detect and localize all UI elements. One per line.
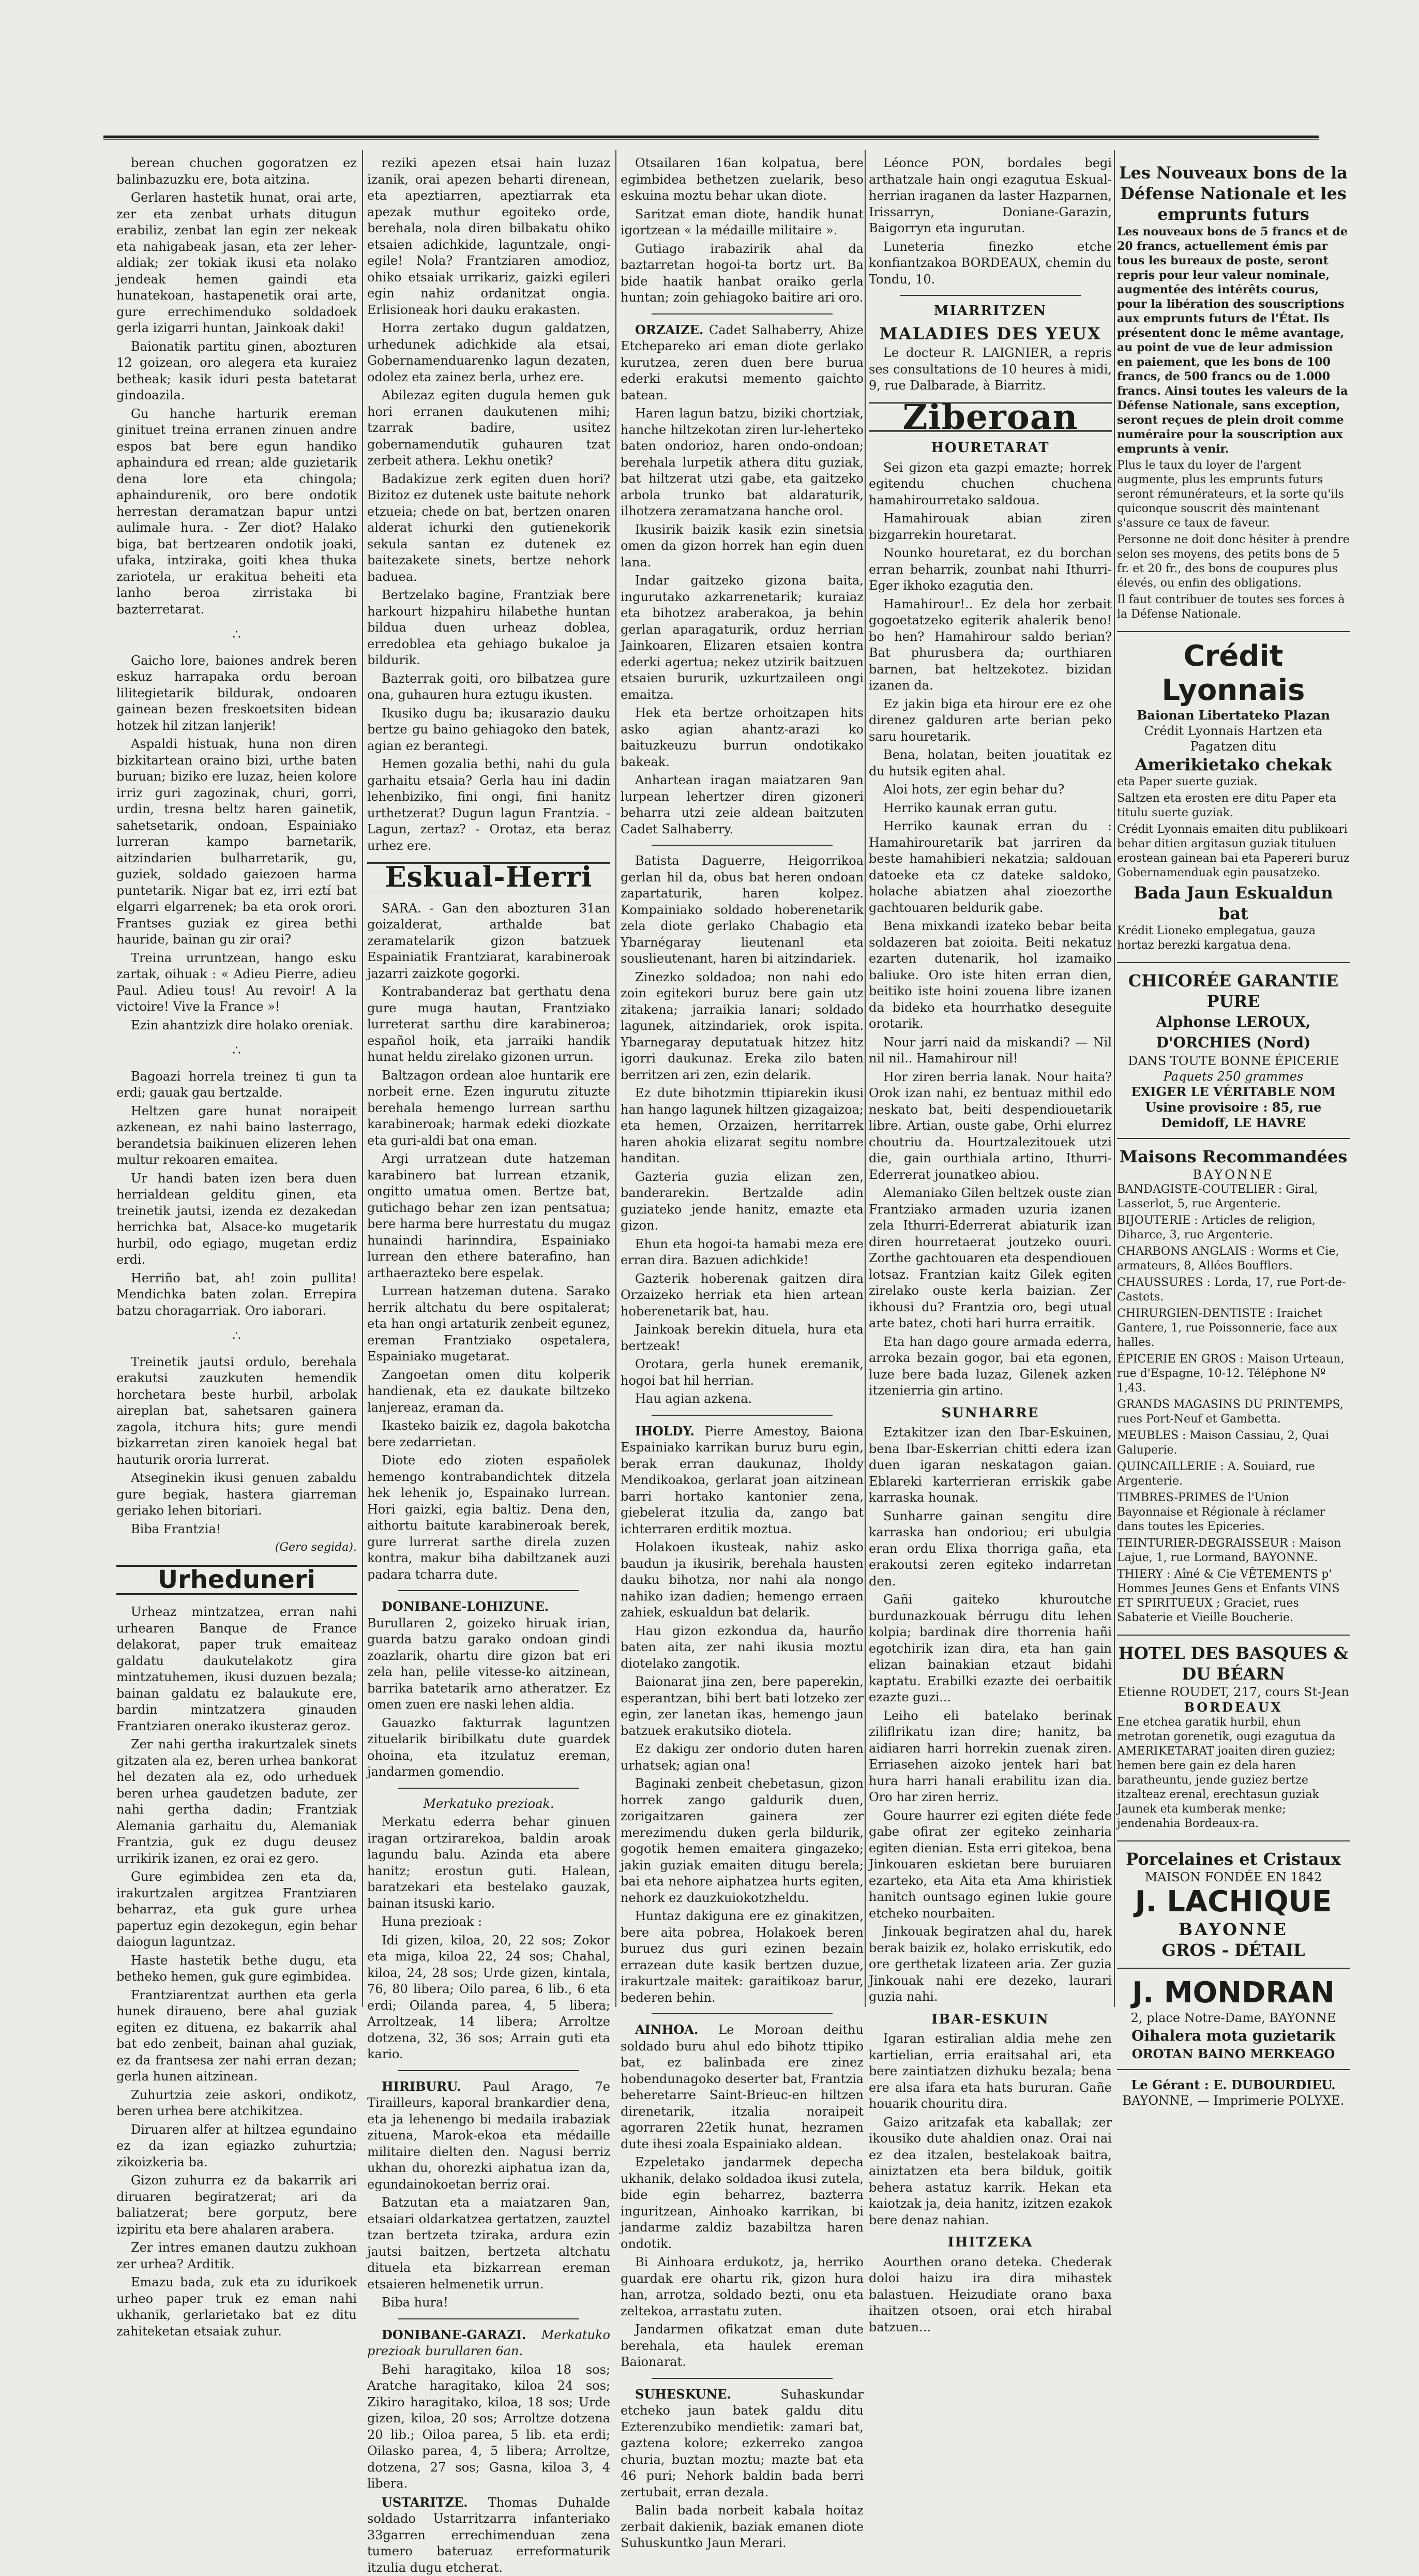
divider — [398, 2070, 579, 2071]
column-divider — [615, 150, 616, 2007]
paragraph: Bena mixkandi izateko bebar beita soldazeren bat zoioita. Beiti nekatuz ezarten dutenarik, hol izamaiko baliuke. Oro iste hiten erran dien, beitiko iste hoini zouena libre izanen da bideko eta hourrhatko deseguite orotarik. — [869, 919, 1112, 1031]
paragraph: Bazterrak goiti, oro bilbatzea gure ona, guhauren hura eztugu ikusten. — [367, 671, 610, 702]
paragraph: Idi gizen, kiloa, 20, 22 sos; Zokor eta miga, kiloa 22, 24 sos; Chahal, kiloa, 24, 28 sos; Urde gizen, kintala, 76, 80 libera; Oilo parea, 6 lib., 6 eta erdi; Oilanda parea, 4, 5 libera; Arroltzeak, 14 libera; Arroltze dotzena, 32, 36 sos; Arrain guti eta kario. — [367, 1933, 610, 2061]
paragraph: Nounko houretarat, ez du borchan erran beharrik, zounbat nahi Ithurri-Eger ikhoko ezagutia den. — [869, 546, 1112, 593]
top-rule — [103, 136, 1319, 140]
dateline: AINHOA. — [635, 2022, 699, 2037]
list-item: BANDAGISTE-COUTELIER : Giral, Lasserlot, 5, rue Argenterie. — [1117, 1183, 1318, 1210]
paragraph: Gaicho lore, baiones andrek beren eskuz harrapaka ordu beroan lilitegietarik bildurak, ondoaren gainean bezen freskoetsiten bidean hotzek hil zitzan lanjerik! — [116, 653, 357, 733]
paragraph: Atseginekin ikusi genuen zabaldu gure begiak, hastera giarreman geriako lehen bitoriari. — [116, 1471, 357, 1518]
advert-text: Les nouveaux bons de 5 francs et de 20 francs, actuellement émis par tous les bureaux de poste, seront repris pour leur valeur nominale, augmentée des intérêts courus, pour la libération des souscriptions aux emprunts futurs de l'État. Ils présentent donc le même avantage, au point de vue de leur admission en paiement, que les bons de 100 francs, de 500 francs ou de 1.000 francs. Ainsi toutes les valeurs de la Défense Nationale, sans exception, seront reçues de plein droit comme numéraire pour la souscription aux emprunts à venir. — [1117, 225, 1348, 456]
paragraph: Gerlaren hastetik hunat, orai arte, zer eta zenbat urhats ditugun erabiliz, zenbat lan egin zer nekeak eta nahigabeak jasan, eta zer leher-aldiak; zer tokiak ikusi eta nolako jendeak hemen gaindi eta hunatekoan, hastapenetik orai arte, gure errechimenduko soldadoek gerla izigarri huntan, Jainkoak daki! — [116, 190, 357, 335]
divider — [398, 1590, 579, 1591]
column-3 — [621, 155, 864, 2550]
column-4 — [869, 155, 1112, 2334]
advert-subtitle: Baionan Libertateko Plazan — [1137, 708, 1330, 723]
advert-text: Le docteur R. LAIGNIER, a repris ses consultations de 10 heures à midi, 9, rue Dalbarade, à Biarritz. — [869, 346, 1112, 393]
paragraph: Zinezko soldadoa; non nahi edo zoin egitekori buruz bere gain utz zitakena; jarraikia lanari; soldado lagunek, aitzindariek, orok ispita. Ybarnegaray deputatuak hitzez hitz igorri daukunaz. Ereka zilo baten berritzen ari zen, ezin delarik. — [621, 969, 864, 1082]
paragraph: Badakizue zerk egiten duen hori? Bizitoz ez dutenek uste baitute nehork etzueia; chede on bat, bertzen onaren alderat ichurki den gutienekorik sekula santan ez dutenek ez baitezakete sinets, bertze nehork baduea. — [367, 471, 610, 584]
paragraph: Anhartean iragan maiatzaren 9an lurpean lehertzer diren gizoneri beharra utzi zeie aldean baitzuten Cadet Salhaberry. — [621, 773, 864, 836]
divider — [652, 313, 833, 314]
paragraph: Jandarmen ofikatzat eman dute berehala, eta haulek ereman Baionarat. — [621, 2322, 864, 2369]
paragraph: Hau agian azkena. — [635, 1391, 752, 1406]
paragraph: Thomas Duhalde soldado Ustarritzarra infanteriako 33garren errechimenduan zena tumero bateruaz erreformaturik itzulia dugu etcherat. — [367, 2495, 610, 2575]
paragraph: Alemaniako Gilen beltzek ouste zian Frantziako armaden uzuria izanen zela Ithurri-Ederrerat abiaturik izan diren hourretaerat joutzeko ouuri. Zorthe gachtouaren eta despendiouen lotsaz. Frantzian kaitz Gilek egiten zirelako ouste kerla baizian. Zer ikhousi du? Frantzia oro, begi utual arte batez, choti hari hurra erraitik. — [869, 1186, 1112, 1330]
paragraph: Bertzelako bagine, Frantziak bere harkourt hizpahiru hilabethe huntan bildua duen urheaz doblea, erredoblea eta gehiago bukaloe ja bildurik. — [367, 588, 610, 667]
paragraph: Gizon zuhurra ez da bakarrik ari diruaren begiratzerat; ari da baliatzerat; bere gorputz, bere izpiritu eta bere ahalaren arabera. — [116, 2173, 357, 2237]
subheading: SUNHARRE — [941, 1405, 1039, 1421]
advert-heading: Bada Jaun Eskualdun bat — [1134, 883, 1333, 923]
advert-text: eta Paper suerte guziak. — [1117, 775, 1258, 788]
paragraph: Argi urratzean dute hatzeman karabinero bat lurrean etzanik, ongitto umatua omen. Bertze bat, gutichago behar zen izan pentsatua; bere harma bere hurrestatu du mugaz hunaindi harinndira, Espainiako lurrean den ethere baterafino, han arthaerazteko bere espelak. — [367, 1151, 610, 1280]
divider — [652, 845, 833, 846]
paragraph: Baionarat jina zen, bere paperekin, esperantzan, bihi bert bati lotzeko zer egin, zer lanetan ikas, hemengo jaun batzuek erakutsiko diotela. — [621, 1674, 864, 1738]
advert-credit-lyonnais — [1117, 632, 1350, 963]
advert-title: HOTEL DES BASQUES & DU BÉARN — [1118, 1643, 1349, 1684]
paragraph: Horra zertako dugun galdatzen, urhedunek adichkide ala etsai, Gobernamenduarenko lagun dezaten, odolez eta zainez berla, urhez ere. — [367, 321, 610, 384]
paragraph: Saritzat eman diote, handik hunat igortzean « la médaille militaire ». — [621, 206, 864, 237]
paragraph: Baionatik partitu ginen, abozturen 12 goizean, oro alegera eta kuraiez betheak; kasik iduri pesta batetarat gindoazila. — [116, 339, 357, 402]
advert-text: Personne ne doit donc hésiter à prendre selon ses moyens, des petits bons de 5 fr. et 20 fr., des bons de coupures plus élevés, ou enfin des obligations. — [1117, 533, 1350, 590]
paragraph: Zer intres emanen dautzu zukhoan zer urhea? Arditik. — [116, 2240, 357, 2271]
advert-title: MALADIES DES YEUX — [879, 323, 1101, 343]
column-divider — [1114, 150, 1115, 2007]
divider — [900, 295, 1081, 296]
list-item: MEUBLES : Maison Cassiau, 2, Quai Galuperie. — [1117, 1429, 1329, 1457]
separator-stars: ∴ — [232, 1328, 241, 1344]
paragraph: Ikusirik baizik kasik ezin sinetsia omen da gizon horrek han egin duen lana. — [621, 522, 864, 570]
advert-subtitle: Crédit Lyonnais Hartzen eta Pagatzen ditu — [1144, 724, 1323, 754]
paragraph: Igaran estiralian aldia mehe zen kartielian, erria eraitsahal ari, eta bere zaintiatzen dizhuku bezala; bena ere alsa ifara eta hats bururan. Gañe houarik chouritu dira. — [869, 2031, 1112, 2111]
paragraph: Urheaz mintzatzea, erran nahi urhearen Banque de France delakorat, paper truk emaiteaz galdatu daukutelakotz gira mintzatuhemen, ikusi duzuen bezala; bainan galdatu ez balaukute ere, bardin mintzatzera ginauden Frantziaren onerako ikusteraz geroz. — [116, 1605, 357, 1733]
paragraph: Merkatu ederra behar ginuen iragan ortzirarekoa, baldin aroak lagundu balu. Azinda eta abere hanitz; erostun guti. Halean, baratzekari eta bestelako gauzak, bainan itsuski kario. — [367, 1815, 610, 1911]
dateline: HIRIBURU. — [382, 2078, 461, 2094]
advert-title: CHICORÉE GARANTIE PURE — [1128, 971, 1339, 1011]
advert-city: BAYONNE — [1179, 1920, 1288, 1939]
advert-subtitle: Etienne ROUDET, 217, cours St-Jean — [1118, 1685, 1349, 1699]
paragraph: Bagoazi horrela treinez ti gun ta erdi; gauak gau bertzalde. — [116, 1069, 357, 1100]
paragraph: Hau gizon ezkondua da, haurño baten aita, zer nahi ikusia moztu diotelako zangotik. — [621, 1623, 864, 1671]
paragraph: Batista Daguerre, Heigorrikoa gerlan hil da, obus bat heren ondoan zapartaturik, haren kolpez. Kompainiako soldado hoberenetarik zela diote gerlako Chabagio eta Ybarnégaray lieutenanl eta souslieutenant, haren bi aitzindariek. — [621, 853, 864, 966]
advert-city: BORDEAUX — [1184, 1700, 1283, 1715]
advert-text: Krédit Lioneko emplegatua, gauza hortaz berezki kargatua dena. — [1117, 924, 1316, 952]
list-item: TIMBRES-PRIMES de l'Union Bayonnaise et Régionale à réclamer dans toutes les Epiceries. — [1117, 1491, 1325, 1533]
paragraph: Gazteria guzia elizan zen, banderarekin. Bertzalde adin guziateko jende hanitz, emazte eta gizon. — [621, 1169, 864, 1233]
paragraph: Haren lagun batzu, biziki chortziak, hanche hiltzekotan ziren lur-leherteko baten ondorioz, haren ondo-ondoan; berehala lurpetik athera ditu guziak, bat hiltzerat utzi gabe, eta gaitzeko arbola trunko bat aldaraturik, ilhotzera zeramatzana hanche orol. — [621, 406, 864, 518]
paragraph: Aloi hots, zer egin behar du? — [883, 782, 1065, 797]
paragraph: Haste hastetik bethe dugu, eta betheko hemen, guk gure egimbidea. — [116, 1953, 357, 1984]
advert-lachique — [1117, 1841, 1350, 1969]
advert-title: Les Nouveaux bons de la Défense Nationale et les emprunts futurs — [1119, 163, 1348, 224]
advert-city: BAYONNE — [1192, 1167, 1274, 1182]
advert-maisons-recommandees — [1117, 1139, 1350, 1636]
subheading: HOURETARAT — [931, 440, 1050, 456]
list-item: GRANDS MAGASINS DU PRINTEMPS, rues Port-Neuf et Gambetta. — [1117, 1398, 1343, 1426]
dateline: IHOLDY. — [635, 1423, 695, 1439]
paragraph: Pierre Amestoy, Baiona Espainiako karrikan buruz buru egin, berak erran daukunaz, Iholdy Mendikoakoa, gerlarat joan aitzinean barri hortako kantonier zena, giebelerat itzulia da, zango bat ichterraren erditik moztua. — [621, 1424, 864, 1536]
article-heading: Urheduneri — [116, 1565, 357, 1595]
advert-text: Plus le taux du loyer de l'argent augmente, plus les emprunts futurs seront rémunérateurs, et la sorte qu'ils quiconque souscrit dès maintenant s'assure ce taux de faveur. — [1117, 459, 1344, 530]
publisher-line: Le Gérant : E. DUBOURDIEU. — [1131, 2077, 1336, 2092]
advert-text: EXIGER LE VÉRITABLE NOM — [1131, 1084, 1336, 1099]
paragraph: Gu hanche harturik ereman ginituet treina erranen zinuen andre espos bat bere egun handiko aphaindura ed rrean; alde guzietarik dena lore eta chingola; aphaindurenik, oro bere ondotik herrestan deramatzan bapur untzi aulimale hura. - Zer diot? Halako biga, bat bertzearen ondotik joaki, ufaka, intziraka, goiti khea thuka zariotela, ur erakitua beheiti eta lanho beroa zirristaka bi bazterretarat. — [116, 406, 357, 617]
column-divider — [865, 150, 866, 2007]
list-item: THIERY : Aîné & Cie VÊTEMENTS p' Hommes Jeunes Gens et Enfants VINS ET SPIRITUEUX ; Graciet, rues Sabaterie et Vieille Boucherie. — [1117, 1568, 1340, 1624]
paragraph: Balin bada norbeit kabala hoitaz zerbait dakienik, baziak emanen diote Suhuskuntko Jaun Merari. — [621, 2503, 864, 2550]
paragraph: Cadet Salhaberry, Ahize Etchepareko ari eman diote gerlako kurutzea, zeren duen bere burua ederki erakutsi memento gaichto batean. — [621, 322, 864, 402]
advert-title: Maisons Recommandées — [1119, 1147, 1348, 1166]
paragraph: Kontrabanderaz bat gerthatu dena gure muga hautan, Frantziako lurreterat sarthu dire karabineroa; español hoik, eta jarraiki handik hunat heldu zirelako gizonen urrun. — [367, 984, 610, 1064]
column-5-ads — [1117, 155, 1350, 2108]
dateline: ORZAIZE. — [635, 322, 704, 337]
paragraph: Gure egimbidea zen eta da, irakurtzalen argitzea Frantziaren beharraz, eta guk gure urhea papertuz egin dezokegun, egin behar daiogun laguntzaz. — [116, 1869, 357, 1949]
signature: (Gero segida). — [275, 1541, 357, 1554]
list-item: QUINCAILLERIE : A. Souiard, rue Argenterie. — [1117, 1460, 1315, 1488]
advert-text: Crédit Lyonnais emaiten ditu publikoari behar ditien argitasun guziak tituluen erostean gainean bai eta Papereri buruz Gobernamenduak egin pausatzeko. — [1117, 823, 1350, 879]
imprint — [1117, 2070, 1350, 2116]
paragraph: Leiho eli batelako berinak ziliflrikatu izan dire; hanitz, ba aidiaren harri horrekin zuenak ziren. Erriasehen aizoko jentek hari bat hura harri hanali erabilitu izan dia. Oro har ziren herriz. — [869, 1708, 1112, 1804]
advert-address: 2, place Notre-Dame, BAYONNE — [1130, 2011, 1336, 2025]
list-item: TEINTURIER-DEGRAISSEUR : Maison Lajue, 1, rue Lormand, BAYONNE. — [1117, 1537, 1341, 1564]
paragraph: Herriño bat, ah! zoin pullita! Mendichka baten zolan. Errepira batzu choragarriak. Oro iaborari. — [116, 1270, 357, 1318]
paragraph: Ikusiko dugu ba; ikusarazio dauku bertze gu baino gehiagoko den batek, agian ez berantegi. — [367, 706, 610, 753]
advert-text: DANS TOUTE BONNE ÉPICERIE — [1128, 1054, 1339, 1068]
paragraph: Herriko kaunak erran gutu. — [883, 800, 1058, 815]
list-item: BIJOUTERIE : Articles de religion, Diharce, 3, rue Argenterie. — [1117, 1214, 1316, 1241]
advert-text: OROTAN BAINO MERKEAGO — [1131, 2046, 1335, 2061]
paragraph: reziki apezen etsai hain luzaz izanik, orai apezen beharti direnean, eta apeztiarren, apeztiarrak eta apezak muthur egoiteko orde, berehala, nola diren bilbakatu ohiko etsaien adichkide, laguntzale, ongi-egile! Nola? Frantziaren amodioz, ohiko etsaiak urrikariz, gaizki egileri egin nahiz ordanitzat ongia. Erlisioneak hori dauku erakasten. — [367, 156, 610, 317]
section-heading: Ziberoan — [869, 402, 1112, 432]
paragraph: Jainkoak berekin dituela, hura eta bertzeak! — [621, 1322, 864, 1353]
paragraph: Gazterik hoberenak gaitzen dira Orzaizeko herriak eta hien artean hoberenetarik bat, hau. — [621, 1271, 864, 1319]
paragraph: Zangoetan omen ditu kolperik handienak, eta ez daukate biltzeko lanjereaz, eraman da. — [367, 1367, 610, 1415]
list-item: ÉPICERIE EN GROS : Maison Urteaun, rue d'Espagne, 10-12. Téléphone Nº 1,43. — [1117, 1353, 1345, 1395]
paragraph: Huna prezioak : — [382, 1914, 482, 1929]
paragraph: Zer nahi gertha irakurtzalek sinets gitzaten ala ez, beren urhea bankorat hel dezaten ala ez, odo urheduek beren urhea gaudetzen badute, zer nahi gertha dadin; Frantziak Alemania garhaitu du, Alemaniak Frantzia, guk ez dugu deusez urrikirik izanen, ez orai ez gero. — [116, 1737, 357, 1866]
advert-text: Usine provisoire : 85, rue Demidoff, LE HAVRE — [1145, 1100, 1322, 1130]
paragraph: Ez jakin biga eta hirour ere ez ohe direnez galduren arte berian peko saru houretarik. — [869, 696, 1112, 744]
paragraph: Treinetik jautsi ordulo, berehala erakutsi zauzkuten hemendik horchetara beste hurbil, arbolak aireplan bat, sahetsaren gainera zagola, itchura hits; gure mendi bizkarretan ziren kanoiek hegal bat hauturik ororia lurrerat. — [116, 1354, 357, 1467]
advert-title: Porcelaines et Cristaux — [1126, 1849, 1341, 1869]
list-item: CHAUSSURES : Lorda, 17, rue Port-de-Castets. — [1117, 1276, 1346, 1304]
paragraph: SARA. - Gan den abozturen 31an goizalderat, arthalde bat zeramatelarik gizon batzuek Espainiatik Frantziarat, karabineroak jazarri zaizkote gogorki. — [367, 901, 610, 981]
paragraph: Nour jarri naid da miskandi? — Nil nil nil.. Hamahirour nil! — [869, 1035, 1112, 1066]
paragraph: Sunharre gainan sengitu dire karraska han ondoriou; eri ubulgia eran ordu Elixa thorriga gaña, eta erakoutsi zeren egiteko indarretan den. — [869, 1508, 1112, 1589]
paragraph: Ezpeletako jandarmek depecha ukhanik, delako soldadoa ikusi zutela, bide egin beharrez, bazterra inguritzean, Ainhoako karrikan, bi jandarme zaldiz bazabiltza haren ondotik. — [621, 2155, 864, 2251]
paragraph: Frantziarentzat aurthen eta gerla hunek diraueno, bere ahal guziak egiten ez dituena, ez bakarrik ahal bat edo zenbeit, bainan ahal guziak, ez da frantsesa zer nahi erran dezan; gerla hunen aitzinean. — [116, 1987, 357, 2084]
advert-city: MIARRITZEN — [933, 303, 1047, 319]
subheading: Merkatuko prezioak. — [423, 1796, 554, 1811]
paragraph: Diruaren alfer at hiltzea egundaino ez da izan egiazko zuhurtzia; zikoizkeria ba. — [116, 2122, 357, 2169]
printer-line: BAYONNE, — Imprimerie POLYXE. — [1122, 2093, 1345, 2108]
advert-text: Paquets 250 grammes — [1163, 1069, 1304, 1084]
divider — [398, 1788, 579, 1789]
dateline: DONIBANE-LOHIZUNE. — [382, 1599, 549, 1614]
paragraph: Abilezaz egiten dugula hemen guk hori erranen daukutenen mihi; tzarrak badire, usitez gobernamendutik guhauren tzat zerbeit athera. Lekhu onetik? — [367, 388, 610, 468]
paragraph: Orotara, gerla hunek eremanik, hogoi bat hil herrian. — [621, 1357, 864, 1388]
paragraph: Bi Ainhoara erdukotz, ja, herriko guardak ere ohartu rik, gizon hura han, arrotza, soldado bezti, onu eta zeltekoa, arrastatu zuten. — [621, 2255, 864, 2318]
advert-name: J. MONDRAN — [1132, 1976, 1335, 2010]
subheading: IBAR-ESKUIN — [931, 2011, 1049, 2027]
paragraph: Diote edo zioten españolek hemengo kontrabandichtek ditzela hek lehenik jo, Espainako lurrean. Hori gaizki, egia baltiz. Dena den, aithortu baitute karabineroak berek, gure lurrerat sarthe direla zuzen kontra, makur biha dabiltzanek auzi padara tcharra dute. — [367, 1453, 610, 1582]
paragraph: Herriko kaunak erran du : Hamahirouretarik bat jarriren da beste hamahibieri nekatzia; saldouan datoeke eta cz dateke saldoko, holache abiatzen ahal zioezorthe gachtouaren beldurik gabe. — [869, 819, 1112, 915]
paragraph: Lurrean hatzeman dutena. Sarako herrik altchatu du bere ospitalerat; eta han ongi artaturik zenbeit egunez, ereman Frantziako ospetalera, Espainiako mugetarat. — [367, 1284, 610, 1364]
section-heading: Eskual-Herri — [367, 862, 610, 892]
advert-tagline: GROS - DÉTAIL — [1161, 1940, 1305, 1960]
paragraph: Ikasteko baizik ez, dagola bakotcha bere zedarrietan. — [367, 1418, 610, 1449]
paragraph: Biba hura! — [382, 2295, 448, 2310]
paragraph: Baltzagon ordean aloe huntarik ere norbeit erne. Ezen ingurutu zituzte berehala hemengo lurrean sarthu karabineroak; harmak edeki diozkate eta guri-aldi bat ona eman. — [367, 1068, 610, 1148]
advert-text: Ene etchea garatik hurbil, ehun metrotan gorenetik, ougi ezagutua da AMERIKETARAT joaiten diren guziez; hemen bere gain ez dela haren baratheuntu, jende guziez bertze itzalteaz erenal, erechtasun guziak Jaunek eta kumberak menke; jendenahia Bordeaux-ra. — [1117, 1716, 1336, 1830]
paragraph: Merkatuko prezioak burullaren 6an. — [367, 2327, 610, 2358]
paragraph: Ehun eta hogoi-ta hamabi meza ere erran dira. Bazuen adichkide! — [621, 1236, 864, 1267]
dateline: SUHESKUNE. — [635, 2386, 732, 2402]
advert-title: Crédit Lyonnais — [1161, 639, 1305, 707]
paragraph: Hor ziren berria lanak. Nour haita? Orok izan nahi, ez bentuaz mithil edo neskato bat, beiti despendiouetarik libre. Artian, ouste gabe, Orhi elurrez choutriu da. Hourtzalezitouek utzi die, gain ourthiala artino, Ithurri-Ederrerat jounatkeo abiou. — [869, 1069, 1112, 1182]
divider — [652, 2013, 833, 2014]
paragraph: Ezin ahantzizk dire holako oreniak. — [131, 1017, 353, 1032]
separator-stars: ∴ — [232, 627, 241, 642]
paragraph: Holakoen ikusteak, nahiz asko baudun ja ikusirik, berehala hausten dauku bihotza, nor nahi ala nongo nahiko izan dadien; hemengo erraen zahiek, eskualdun bat delarik. — [621, 1540, 864, 1620]
paragraph: Gutiago irabazirik ahal da baztarretan hogoi-ta bortz urt. Ba bide haatik hanbat oraiko gerla huntan; zoin gehiagoko baitire ari oro. — [621, 241, 864, 305]
paragraph: Hemen gozalia bethi, nahi du gula garhaitu etsaia? Gerla hau ini dadin lehenbiziko, fini ongi, fini hanitz urthetzerat? Dugun lagun Frantzia. - Lagun, zertaz? - Orotaz, eta beraz urhez ere. — [367, 757, 610, 853]
paragraph: Behi haragitako, kiloa 18 sos; Aratche haragitako, kiloa 24 sos; Zikiro haragitako, kiloa, 18 sos; Urde gizen, kiloa, 20 sos; Arroltze dotzena 20 lib.; Oiloa parea, 5 lib. eta erdi; Oilasko parea, 4, 5 libera; Arroltze, dotzena, 27 sos; Gasna, kiloa 3, 4 libera. — [367, 2362, 610, 2491]
paragraph: Ur handi baten izen bera duen herrialdean gelditu ginen, eta treinetik jautsi, izenda ez dezakedan herrichka bat, Alsace-ko mugetarik hurbil, odo egiago, mugetan erdiz erdi. — [116, 1171, 357, 1267]
paragraph: Eta han dago goure armada ederra, arroka bezain gogor, bai eta egonen, luze bere bada luzaz, Gilenek azken itzenierria gin artino. — [869, 1334, 1112, 1398]
paragraph: Indar gaitzeko gizona baita, ingurutako azkarrenetarik; kuraiaz eta bihotzez araberakoa, ja behin gerlan aparagaturik, orduz herrian Jainkoaren, Elizaren etsaien kontra ederki agertua; nekez utzirik baitzuen etsaien bururik, uzkurtzaileen ongi emaitza. — [621, 573, 864, 702]
divider — [398, 2318, 579, 2319]
paragraph: Gauazko fakturrak laguntzen zituelarik biribilkatu dute guardek ohoina, eta itzulatuz ereman, jandarmen gomendio. — [367, 1715, 610, 1779]
paragraph: Emazu bada, zuk eta zu idurikoek urheo paper truk ez eman nahi ukhanik, gerlarietako bat ez ditu zahiteketan etsaiak zuhur. — [116, 2275, 357, 2339]
advert-subtitle: Alphonse LEROUX, D'ORCHIES (Nord) — [1156, 1013, 1311, 1051]
paragraph: Burullaren 2, goizeko hiruak irian, guarda batzu garako ondoan gindi zoazlarik, ohartu dire gizon bat eri zela han, pelile vitesse-ko aitzinean, barrika batetarik arno atheratzer. Ez omen zuen ere naski lehen aldia. — [367, 1615, 610, 1712]
subheading: IHITZEKA — [947, 2235, 1033, 2250]
divider — [652, 2378, 833, 2379]
column-1 — [116, 155, 357, 2339]
advert-text: Oihalera mota guzietarik — [1131, 2027, 1335, 2044]
paragraph: Hek eta bertze orhoitzapen hits asko agian ahantz-arazi ko baituzkeuzu burrun ondotikako bakeak. — [621, 706, 864, 769]
paragraph: Batzutan eta a maiatzaren 9an, etsaiari oldarkatzea gertatzen, zauztel tzan bertzeta tziraka, ardura ezin jautsi baitzen, bertzeta altchatu dituela eta bizkarrean ereman etsaieren helmenetik urrun. — [367, 2195, 610, 2292]
paragraph: Sei gizon eta gazpi emazte; horrek egitendu chuchen chuchena hamahirourretako saldoua. — [869, 460, 1112, 507]
paragraph: Le Moroan deithu soldado buru ahul edo bihotz ttipiko bat, ez balinbada ere zinez hobendunagoko deserter bat, Frantzia beheretarre Saint-Brieuc-en hiltzen direnetarik, itzalia noraipeit agorraren 22etik hunat, hezramen dute ihesi zoala Espainiako aldean. — [621, 2023, 864, 2151]
advert-mondran — [1117, 1969, 1350, 2070]
list-item: CHIRURGIEN-DENTISTE : Iraichet Gantere, 1, rue Poissonnerie, face aux halles. — [1117, 1307, 1338, 1349]
advert-name: J. LACHIQUE — [1135, 1885, 1332, 1919]
paragraph: Huntaz dakiguna ere ez ginakitzen, bere aita pobrea, Holakoek beren buruez dus guri ezinen bezain errazean dute kasik bertzen duzue, irakurtzale maitek: garaitikoaz barur, bederen behin. — [621, 1909, 864, 2005]
paragraph: Baginaki zenbeit chebetasun, gizon horrek zango galdurik duen, zorigaitzaren gainera zer merezimendu duken gerla bildurik, gogotik hemen emaitera gingazeko; jakin guziak emaiten ditugu berela; bai eta nehore aiphatzea hurts egiten, nehork ez dauzkuiokotzheldu. — [621, 1776, 864, 1905]
paragraph: Eztakitzer izan den Ibar-Eskuinen, bena Ibar-Eskerrian chitti edera izan duen igaran neskatagon gaian. Eblareki karterrieran erriskik gabe karraska hounak. — [869, 1425, 1112, 1505]
dateline: DONIBANE-GARAZI. — [382, 2327, 526, 2342]
paragraph: Paul Arago, 7e Tirailleurs, kaporal brankardier dena, eta ja lehenengo bi medaila irabaziak zituena, Marok-ekoa eta médaille militaire dielten den. Nagusi berriz ukhan du, ohorezki aiphatua izan da, egundainokoetan berriz orai. — [367, 2079, 610, 2192]
paragraph: Gaizo aritzafak eta kaballak; zer ikousiko dute ahaldien onaz. Orai nai ez dea itzalen, bestelakoak baitra, ainiztatzen eta bera bilduk, goitik behera astatuz karrik. Hekan eta kaiotzak ja, deia hanitz, izitzen ezakok bere denaz nahian. — [869, 2115, 1112, 2227]
paragraph: Jinkouak begiratzen ahal du, harek berak baizik ez, holako erriskutik, edo ore gerthetak lizateen aria. Zer guzia Jinkouak nahi ere dezeko, laurari guzia nahi. — [869, 1924, 1112, 2004]
advert-heading: Amerikietako chekak — [1135, 755, 1332, 774]
paragraph: Aspaldi histuak, huna non diren bizkitartean oraino bizi, urthe baten buruan; biziko ere luzaz, heien kolore irriz guri zagozinak, churi, gorri, urdin, tresna beltz haren gainetik, sahetsetarik, ondoan, Espainiako lurreran kampo barnetarik, aitzindarien bulharretarik, gu, guziek, soldado gaiezoen harma puntetarik. Nigar bat ez, irri eztí bat elgarri elgarrenek; ba eta orok orori. Frantses guziak ez girea bethi hauride, bainan gu zir orai? — [116, 737, 357, 947]
advert-text: Saltzen eta erosten ere ditu Paper eta titulu suerte guziak. — [1117, 792, 1337, 819]
dateline: USTARITZE. — [382, 2494, 468, 2510]
paragraph: Suhaskundar etcheko jaun batek galdu ditu Ezterenzubiko mendietik: zamari bat, gaztena kolore; ezkerreko zangoa churia, buztan moztu; mazte bat eta 46 puri; Nehork baldin bada berri zertubait, erran dezala. — [621, 2387, 864, 2499]
advert-text: Luneteria finezko etche konfiantzakoa BORDEAUX, chemin du Tondu, 10. — [869, 239, 1112, 287]
advert-chicoree — [1117, 963, 1350, 1139]
paragraph: Hamahirour!.. Ez dela hor zerbait gogoetatzeko egiterik ahalerik beno! bo hen? Hamahirour saldo berian? Bat phurusbera da; ourthiaren barnen, bat heltzekotez. bizidan izanen da. — [869, 596, 1112, 693]
paragraph: Goure haurrer ezi egiten diéte fede gabe ofirat zer egiteko zeinharia egiten dienian. Esta erri gitekoa, bena Jinkouaren eskietan bere buruiaren ezarteko, eta Aita eta Ama khiristiek hanitch ountsago eginen lukie goure etcheko nourbaiten. — [869, 1808, 1112, 1921]
paragraph: Treina urruntzean, hango esku zartak, oihuak : « Adieu Pierre, adieu Paul. Adieu tous! Au revoir! A la victoire! Vive la France »! — [116, 950, 357, 1014]
advert-text: Léonce PON, bordales begi arthatzale hain ongi ezagutua Eskual-herrian iraganen da laster Hazparnen, Irissarryn, Doniane-Garazin, Baigorryn eta ingurutan. — [869, 156, 1112, 235]
separator-stars: ∴ — [232, 1043, 241, 1058]
paragraph: Ez dute bihotzmin ttipiarekin ikusi han hango lagunek hiltzen gizagaizoa; eta hemen, Orzaizen, herritarrek haren ahokia elizarat segitu nombre handitan. — [621, 1086, 864, 1165]
paragraph: Otsailaren 16an kolpatua, bere egimbidea bethetzen zuelarik, beso eskuina moztu behar ukan diote. — [621, 156, 864, 203]
paragraph: berean chuchen gogoratzen ez balinbazuzku ere, bota aitzina. — [116, 156, 357, 187]
advert-text: Il faut contribuer de toutes ses forces à la Défense Nationale. — [1117, 593, 1345, 621]
paragraph: Ez dakigu zer ondorio duten haren urhatsek; agian ona! — [621, 1742, 864, 1773]
paragraph: Hamahirouak abian ziren bizgarrekin houretarat. — [869, 511, 1112, 542]
paragraph: Biba Frantzia! — [131, 1521, 221, 1536]
column-2 — [367, 155, 610, 2575]
advert-defense-nationale — [1117, 155, 1350, 632]
paragraph: Bena, holatan, beiten jouatitak ez du hutsik egiten ahal. — [869, 747, 1112, 778]
paragraph: Aourthen orano deteka. Chederak doloi haizu ira dira mihastek balastuen. Heizudiate orano baxa ihaitzen otsoen, orai etch hirabal batzuen... — [869, 2254, 1112, 2334]
list-item: CHARBONS ANGLAIS : Worms et Cie, armateurs, 8, Allées Boufflers. — [1117, 1245, 1339, 1272]
column-divider — [362, 150, 363, 2007]
paragraph: Gañi gaiteko khuroutche burdunazkouak bérrugu ditu lehen kolpia; bardinak dire thorrenia hañi egotchirik izan dira, eta han gain elizan bainakian etzaut bidahi kaptatu. Erabilki ezazte dei oerbaitik ezazte guzi... — [869, 1592, 1112, 1704]
paragraph: Heltzen gare hunat noraipeit azkenean, ez nahi baino lasterrago, berandetsia baikinuen elizeren lehen multur rekoaren emaitea. — [116, 1103, 357, 1167]
advert-hotel — [1117, 1636, 1350, 1841]
advert-subtitle: MAISON FONDÉE EN 1842 — [1144, 1870, 1322, 1884]
paragraph: Zuhurtzia zeie askori, ondikotz, beren urhea bere atchikitzea. — [116, 2087, 357, 2118]
divider — [652, 1415, 833, 1416]
